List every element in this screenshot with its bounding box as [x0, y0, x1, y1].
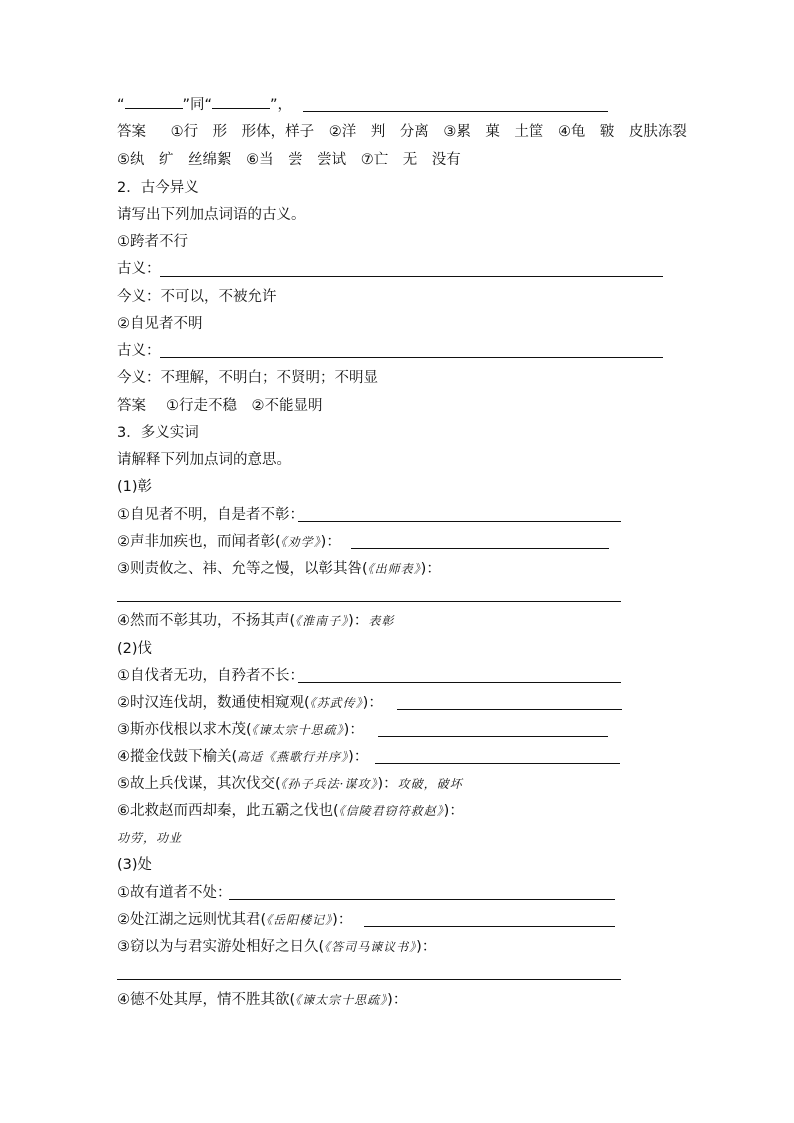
sentence-text: ③窃以为与君实游处相好之日久( [117, 939, 325, 955]
source-title: 《信陵君窃符救赵》 [338, 804, 444, 818]
subsection-head: (2)伐 [117, 641, 153, 657]
jin-text: 今义：不可以，不被允许 [117, 289, 277, 305]
answer-item: ④龟 皲 皮肤冻裂 [557, 124, 687, 140]
answer-item: ⑥当 尝 尝试 [246, 152, 347, 168]
answer-line[interactable] [160, 357, 663, 358]
sentence-end: )： [387, 992, 408, 1008]
open-quote: “ [117, 97, 125, 113]
sentence [117, 911, 352, 929]
source-title: 《谏太宗十思疏》 [295, 993, 388, 1007]
answer-line-2 [117, 151, 461, 169]
section-prompt: 请解释下列加点词的意思。 [117, 452, 291, 468]
answer-item: ②洋 判 分离 [328, 124, 429, 140]
sentence-end: )： [377, 776, 398, 792]
sentence-end: )： [416, 939, 437, 955]
section-title: 2．古今异义 [117, 180, 199, 196]
sentence-text: ③斯亦伐根以求木茂( [117, 722, 252, 738]
answer-line-3 [117, 397, 323, 415]
sentence [117, 560, 441, 578]
sentence-text: ④德不处其厚，情不胜其欲( [117, 992, 296, 1008]
source-title: 《苏武传》 [309, 696, 363, 710]
sentence-text: ⑥北救赵而西却秦，此五霸之伐也( [117, 803, 339, 819]
tongjia-prompt-line [117, 95, 292, 114]
sentence [117, 938, 436, 956]
answer-line[interactable] [160, 276, 663, 277]
meaning-answer: 功劳，功业 [117, 831, 183, 845]
sentence-end: )： [343, 722, 364, 738]
answer-line[interactable] [351, 548, 609, 549]
sentence [117, 612, 394, 630]
subsection-head: (1)彰 [117, 479, 153, 495]
sentence-text: ④摐金伐鼓下榆关( [117, 749, 238, 765]
answer-label: 答案 [117, 398, 146, 414]
source-title: 《岳阳楼记》 [266, 913, 333, 927]
gu-label: 古义： [117, 261, 161, 277]
same-as-text: ”同“ [182, 97, 213, 113]
section-prompt: 请写出下列加点词语的古义。 [117, 207, 306, 223]
answer-line-1 [117, 123, 687, 141]
sentence-end: )： [320, 534, 341, 550]
answer-line[interactable] [117, 601, 621, 602]
answer-label: 答案 [117, 124, 146, 140]
answer-item: ①行 形 形体，样子 [170, 124, 315, 140]
sentence-end: )： [420, 561, 441, 577]
answer-line[interactable] [303, 111, 608, 112]
meaning-answer: 表彰 [368, 614, 395, 628]
gu-label: 古义： [117, 343, 161, 359]
answer-line[interactable] [375, 763, 620, 764]
source-title: 《出师表》 [367, 562, 421, 576]
sentence [117, 775, 463, 793]
sentence [117, 748, 368, 766]
answer-line[interactable] [298, 682, 621, 683]
answer-line[interactable] [397, 709, 622, 710]
item-text: ①跨者不行 [117, 234, 188, 250]
answer-line[interactable] [298, 521, 621, 522]
blank-field[interactable] [125, 95, 183, 109]
jin-text: 今义：不理解，不明白；不贤明；不明显 [117, 370, 378, 386]
sentence: ①自见者不明，自是者不彰： [117, 507, 304, 523]
answer-item: ③累 菓 土筐 [443, 124, 544, 140]
source-title: 《谏太宗十思疏》 [251, 723, 344, 737]
sentence [117, 533, 341, 551]
sentence-text: ②声非加疾也，而闻者彰( [117, 534, 281, 550]
sentence-text: ④然而不彰其功，不扬其声( [117, 613, 296, 629]
sentence-end: )： [332, 912, 353, 928]
answer-line[interactable] [378, 736, 608, 737]
sentence: ①自伐者无功，自矜者不长： [117, 668, 304, 684]
item-text: ②自见者不明 [117, 316, 203, 332]
sentence-text: ⑤故上兵伐谋，其次伐交( [117, 776, 281, 792]
sentence [117, 694, 383, 712]
subsection-head: (3)处 [117, 857, 153, 873]
source-title: 《答司马谏议书》 [324, 940, 417, 954]
answer-line[interactable] [364, 926, 615, 927]
meaning-answer: 攻破，破坏 [397, 777, 463, 791]
source-title: 《淮南子》 [295, 614, 349, 628]
answer-line[interactable] [229, 899, 615, 900]
sentence [117, 802, 464, 820]
sentence-end: )： [348, 749, 369, 765]
meaning-answer-line [117, 829, 182, 847]
blank-field[interactable] [212, 95, 270, 109]
sentence-text: ②时汉连伐胡，数通使相窥观( [117, 695, 310, 711]
sentence: ①故有道者不处： [117, 885, 232, 901]
source-title: 《劝学》 [280, 535, 321, 549]
sentence-text: ③则责攸之、祎、允等之慢，以彰其咎( [117, 561, 368, 577]
answer-item: ⑦亡 无 没有 [360, 152, 461, 168]
sentence-end: )： [362, 695, 383, 711]
answer-line[interactable] [117, 979, 621, 980]
section-title: 3．多义实词 [117, 425, 199, 441]
sentence-text: ②处江湖之远则忧其君( [117, 912, 267, 928]
close-quote: ”， [270, 97, 293, 113]
answer-item: ⑤纨 纩 丝绵絮 [117, 152, 232, 168]
sentence [117, 721, 364, 739]
sentence-end: )： [443, 803, 464, 819]
sentence-end: )： [348, 613, 369, 629]
source-title: 《孙子兵法·谋攻》 [280, 777, 378, 791]
sentence [117, 991, 407, 1009]
source-title: 高适《燕歌行并序》 [237, 750, 349, 764]
answer-item: ①行走不稳 ②不能显明 [166, 398, 323, 414]
